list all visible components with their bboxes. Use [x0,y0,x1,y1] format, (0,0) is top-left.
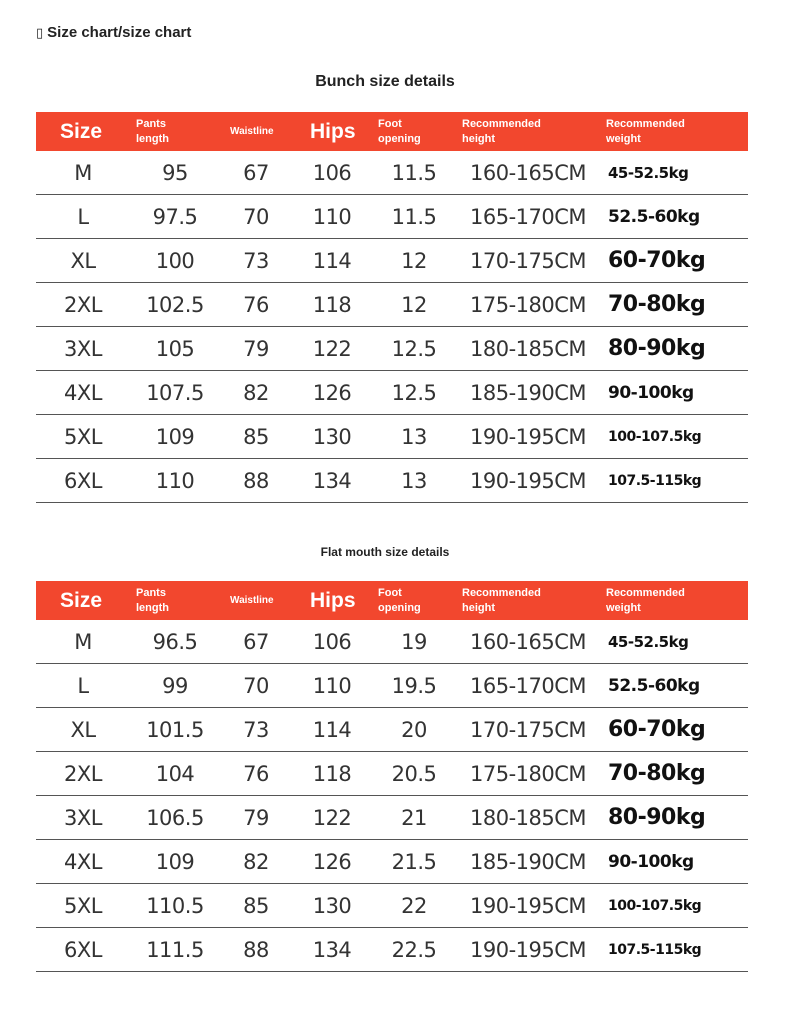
cell-size: 4XL [36,371,130,415]
table-row [36,884,748,928]
header-hips: Hips [310,119,356,143]
cell-size: 5XL [36,415,130,459]
cell-weight: 52.5-60kg [600,664,748,708]
cell-weight: 70-80kg [600,283,748,327]
cell-waistline: 76 [220,283,292,327]
cell-hips: 110 [292,664,372,708]
cell-height: 180-185CM [456,796,600,840]
cell-hips: 106 [292,620,372,664]
cell-foot-opening: 12 [372,239,456,283]
cell-waistline: 82 [220,371,292,415]
table-row [36,459,748,503]
cell-hips: 130 [292,415,372,459]
header-recommended-height: Recommended height [462,587,541,614]
cell-foot-opening: 19.5 [372,664,456,708]
header-pants-length: Pants length [136,118,169,145]
table-row [36,752,748,796]
cell-hips: 134 [292,928,372,972]
table-row [36,796,748,840]
cell-size: M [36,151,130,195]
cell-foot-opening: 20 [372,708,456,752]
cell-pants-length: 107.5 [130,371,220,415]
cell-weight: 90-100kg [600,371,748,415]
bunch-table-title: Bunch size details [315,73,455,90]
cell-weight: 60-70kg [600,239,748,283]
cell-hips: 118 [292,752,372,796]
cell-waistline: 79 [220,796,292,840]
header-waistline: Waistline [230,595,274,606]
cell-hips: 110 [292,195,372,239]
cell-size: 3XL [36,327,130,371]
cell-height: 190-195CM [456,415,600,459]
table-row [36,415,748,459]
cell-foot-opening: 11.5 [372,151,456,195]
table-row [36,195,748,239]
cell-hips: 106 [292,151,372,195]
cell-foot-opening: 13 [372,415,456,459]
cell-pants-length: 99 [130,664,220,708]
table-row [36,928,748,972]
cell-waistline: 88 [220,459,292,503]
header-hips: Hips [310,588,356,612]
header-pants-length: Pants length [136,587,169,614]
header-recommended-weight: Recommended weight [606,587,685,614]
table-row [36,708,748,752]
cell-height: 185-190CM [456,371,600,415]
header-size: Size [60,588,103,612]
table-row [36,151,748,195]
placeholder-glyph-icon: ▯ [36,24,44,40]
cell-foot-opening: 22.5 [372,928,456,972]
cell-pants-length: 105 [130,327,220,371]
cell-height: 185-190CM [456,840,600,884]
cell-weight: 107.5-115kg [600,459,748,503]
cell-waistline: 67 [220,151,292,195]
cell-waistline: 73 [220,708,292,752]
cell-height: 190-195CM [456,459,600,503]
bunch-size-table [36,112,748,503]
cell-hips: 114 [292,239,372,283]
table-row [36,664,748,708]
cell-waistline: 76 [220,752,292,796]
cell-height: 190-195CM [456,928,600,972]
header-foot-opening: Foot opening [378,587,421,614]
flat-mouth-table-title: Flat mouth size details [320,545,450,559]
header-recommended-height: Recommended height [462,118,541,145]
header-waistline: Waistline [230,126,274,137]
table-row [36,840,748,884]
cell-weight: 70-80kg [600,752,748,796]
cell-size: 2XL [36,752,130,796]
cell-size: M [36,620,130,664]
cell-foot-opening: 12 [372,283,456,327]
page-title [36,24,191,41]
cell-height: 180-185CM [456,327,600,371]
table-row [36,283,748,327]
header-foot-opening: Foot opening [378,118,421,145]
table-header-row [36,581,748,620]
cell-foot-opening: 19 [372,620,456,664]
cell-foot-opening: 21 [372,796,456,840]
table-row [36,327,748,371]
cell-height: 160-165CM [456,151,600,195]
header-size: Size [60,119,103,143]
cell-weight: 45-52.5kg [600,151,748,195]
cell-weight: 80-90kg [600,796,748,840]
cell-weight: 80-90kg [600,327,748,371]
cell-size: 2XL [36,283,130,327]
cell-height: 170-175CM [456,239,600,283]
cell-foot-opening: 22 [372,884,456,928]
cell-pants-length: 100 [130,239,220,283]
cell-height: 165-170CM [456,664,600,708]
cell-pants-length: 96.5 [130,620,220,664]
cell-pants-length: 106.5 [130,796,220,840]
cell-pants-length: 101.5 [130,708,220,752]
cell-height: 190-195CM [456,884,600,928]
cell-weight: 60-70kg [600,708,748,752]
cell-waistline: 88 [220,928,292,972]
cell-height: 170-175CM [456,708,600,752]
cell-height: 175-180CM [456,283,600,327]
cell-size: XL [36,239,130,283]
cell-hips: 134 [292,459,372,503]
cell-pants-length: 102.5 [130,283,220,327]
cell-height: 175-180CM [456,752,600,796]
table-row [36,620,748,664]
cell-pants-length: 95 [130,151,220,195]
cell-hips: 118 [292,283,372,327]
cell-size: 6XL [36,459,130,503]
cell-pants-length: 97.5 [130,195,220,239]
cell-waistline: 70 [220,664,292,708]
cell-size: XL [36,708,130,752]
cell-waistline: 73 [220,239,292,283]
cell-pants-length: 104 [130,752,220,796]
cell-size: 6XL [36,928,130,972]
cell-pants-length: 110.5 [130,884,220,928]
cell-hips: 122 [292,327,372,371]
cell-waistline: 67 [220,620,292,664]
cell-weight: 100-107.5kg [600,415,748,459]
cell-pants-length: 111.5 [130,928,220,972]
cell-foot-opening: 11.5 [372,195,456,239]
cell-hips: 126 [292,371,372,415]
page-title-text: Size chart/size chart [47,24,192,41]
table-row [36,239,748,283]
cell-size: 4XL [36,840,130,884]
cell-height: 165-170CM [456,195,600,239]
cell-weight: 100-107.5kg [600,884,748,928]
cell-pants-length: 109 [130,840,220,884]
cell-size: L [36,664,130,708]
cell-size: 3XL [36,796,130,840]
cell-weight: 52.5-60kg [600,195,748,239]
cell-foot-opening: 12.5 [372,371,456,415]
cell-hips: 126 [292,840,372,884]
cell-foot-opening: 21.5 [372,840,456,884]
cell-waistline: 79 [220,327,292,371]
cell-pants-length: 110 [130,459,220,503]
cell-weight: 90-100kg [600,840,748,884]
cell-pants-length: 109 [130,415,220,459]
cell-foot-opening: 12.5 [372,327,456,371]
cell-hips: 114 [292,708,372,752]
table-row [36,371,748,415]
cell-waistline: 82 [220,840,292,884]
cell-size: L [36,195,130,239]
cell-weight: 45-52.5kg [600,620,748,664]
cell-waistline: 85 [220,884,292,928]
cell-size: 5XL [36,884,130,928]
cell-weight: 107.5-115kg [600,928,748,972]
cell-hips: 122 [292,796,372,840]
flat-mouth-size-table [36,581,748,972]
cell-waistline: 85 [220,415,292,459]
table-header-row [36,112,748,151]
header-recommended-weight: Recommended weight [606,118,685,145]
cell-waistline: 70 [220,195,292,239]
cell-hips: 130 [292,884,372,928]
cell-height: 160-165CM [456,620,600,664]
cell-foot-opening: 20.5 [372,752,456,796]
cell-foot-opening: 13 [372,459,456,503]
